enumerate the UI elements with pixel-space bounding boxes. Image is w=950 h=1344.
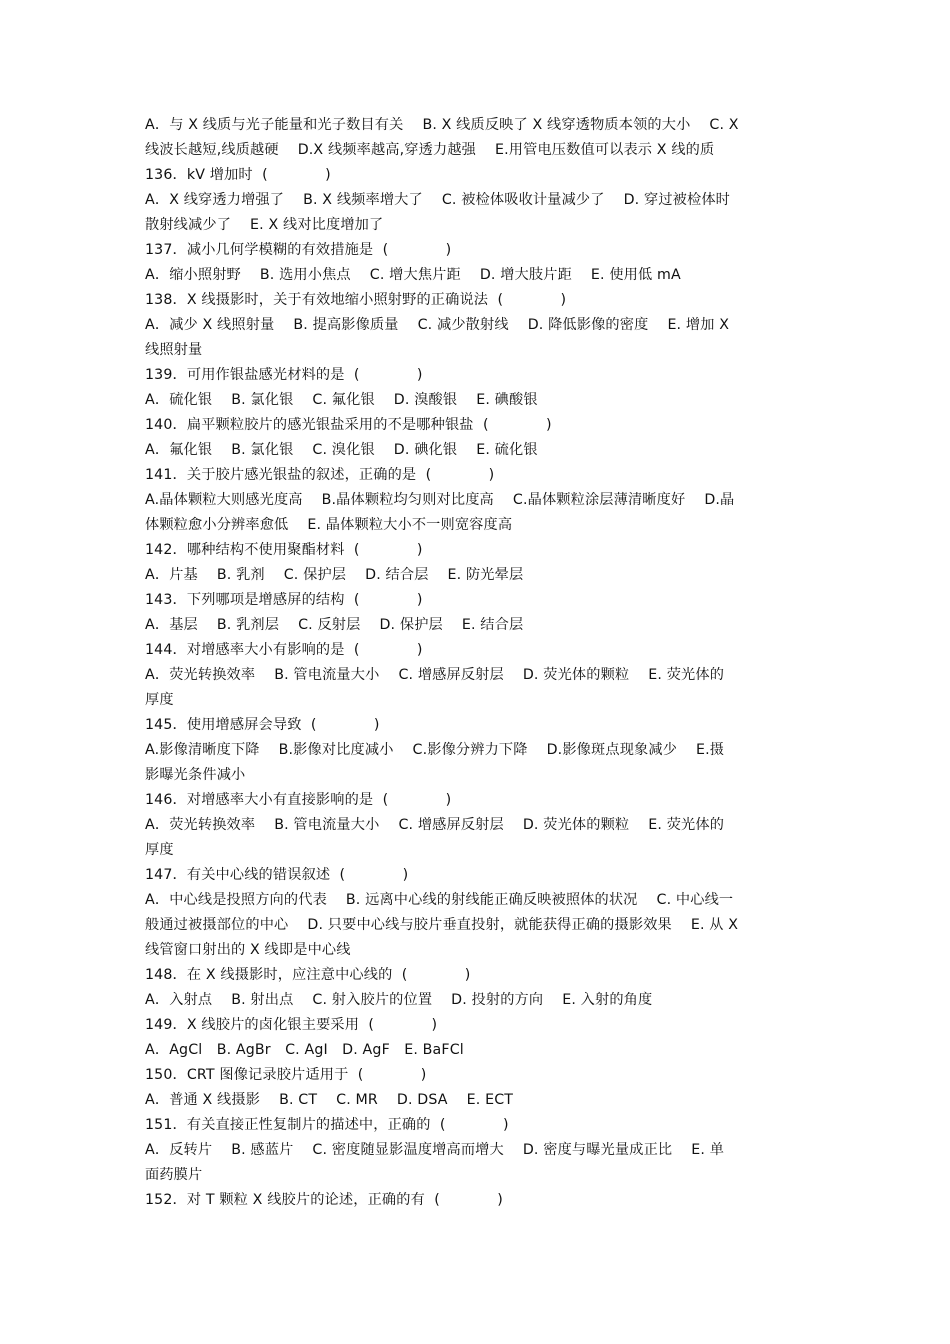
text-line: 面药膜片 [145, 1167, 203, 1183]
text-line: A．AgCl B. AgBr C. AgI D. AgF E. BaFCl [145, 1042, 464, 1058]
text-line: 143．下列哪项是增感屏的结构 ( ) [145, 592, 423, 608]
text-line: A．硫化银 B. 氯化银 C. 氟化银 D. 溴酸银 E. 碘酸银 [145, 392, 538, 408]
text-line: 151．有关直接正性复制片的描述中，正确的 ( ) [145, 1117, 509, 1133]
text-line: 142．哪种结构不使用聚酯材料 ( ) [145, 542, 423, 558]
text-line: 140．扁平颗粒胶片的感光银盐采用的不是哪种银盐 ( ) [145, 417, 552, 433]
text-line: A．减少 X 线照射量 B. 提高影像质量 C. 减少散射线 D. 降低影像的密度 E. 增加 X [145, 317, 730, 333]
text-line: A．反转片 B. 感蓝片 C. 密度随显影温度增高而增大 D. 密度与曝光量成正比 E. 单 [145, 1142, 725, 1158]
text-line: 137．减小几何学模糊的有效措施是 ( ) [145, 242, 452, 258]
text-line: A.晶体颗粒大则感光度高 B.晶体颗粒均匀则对比度高 C.晶体颗粒涂层薄清晰度好 D.晶 [145, 492, 735, 508]
text-line: 散射线减少了 E. X 线对比度增加了 [145, 217, 384, 233]
text-line: A．普通 X 线摄影 B. CT C. MR D. DSA E. ECT [145, 1092, 514, 1108]
text-line: 线照射量 [145, 342, 203, 358]
text-line: A．缩小照射野 B. 选用小焦点 C. 增大焦片距 D. 增大肢片距 E. 使用低 mA [145, 267, 681, 283]
text-line: A．氟化银 B. 氯化银 C. 溴化银 D. 碘化银 E. 硫化银 [145, 442, 538, 458]
text-line: A.影像清晰度下降 B.影像对比度减小 C.影像分辨力下降 D.影像斑点现象减少 E.摄 [145, 742, 725, 758]
text-line: 149．X 线胶片的卤化银主要采用 ( ) [145, 1017, 438, 1033]
text-line: 152．对 T 颗粒 X 线胶片的论述，正确的有 ( ) [145, 1192, 503, 1208]
text-line: A．荧光转换效率 B. 管电流量大小 C. 增感屏反射层 D. 荧光体的颗粒 E. 荧光体的 [145, 667, 725, 683]
text-line: 148．在 X 线摄影时，应注意中心线的 ( ) [145, 967, 471, 983]
text-line: 145．使用增感屏会导致 ( ) [145, 717, 380, 733]
text-line: A．入射点 B. 射出点 C. 射入胶片的位置 D. 投射的方向 E. 入射的角度 [145, 992, 653, 1008]
text-line: 146．对增感率大小有直接影响的是 ( ) [145, 792, 452, 808]
text-line: 厚度 [145, 692, 174, 708]
text-line: 147．有关中心线的错误叙述 ( ) [145, 867, 409, 883]
text-line: A．与 X 线质与光子能量和光子数目有关 B. X 线质反映了 X 线穿透物质本领的大小 C. X [145, 117, 739, 133]
text-line: 影曝光条件减小 [145, 767, 246, 783]
text-line: 般通过被摄部位的中心 D. 只要中心线与胶片垂直投射，就能获得正确的摄影效果 E. 从 X [145, 917, 739, 933]
text-line: A．X 线穿透力增强了 B. X 线频率增大了 C. 被检体吸收计量减少了 D. 穿过被检体时 [145, 192, 731, 208]
text-line: 136．kV 增加时 ( ) [145, 167, 331, 183]
text-line: 141．关于胶片感光银盐的叙述，正确的是 ( ) [145, 467, 495, 483]
text-line: 体颗粒愈小分辨率愈低 E. 晶体颗粒大小不一则宽容度高 [145, 517, 513, 533]
text-line: A．中心线是投照方向的代表 B. 远离中心线的射线能正确反映被照体的状况 C. 中心线一 [145, 892, 734, 908]
text-line: 138．X 线摄影时，关于有效地缩小照射野的正确说法 ( ) [145, 292, 567, 308]
text-line: 线管窗口射出的 X 线即是中心线 [145, 942, 351, 958]
text-line: 144．对增感率大小有影响的是 ( ) [145, 642, 423, 658]
text-line: 厚度 [145, 842, 174, 858]
text-line: 139．可用作银盐感光材料的是 ( ) [145, 367, 423, 383]
text-line: A．片基 B. 乳剂 C. 保护层 D. 结合层 E. 防光晕层 [145, 567, 524, 583]
document-body [145, 113, 815, 1213]
text-line: 线波长越短,线质越硬 D.X 线频率越高,穿透力越强 E.用管电压数值可以表示 X 线的质 [145, 142, 715, 158]
text-line: A．荧光转换效率 B. 管电流量大小 C. 增感屏反射层 D. 荧光体的颗粒 E. 荧光体的 [145, 817, 725, 833]
text-line: A．基层 B. 乳剂层 C. 反射层 D. 保护层 E. 结合层 [145, 617, 524, 633]
text-line: 150．CRT 图像记录胶片适用于 ( ) [145, 1067, 427, 1083]
